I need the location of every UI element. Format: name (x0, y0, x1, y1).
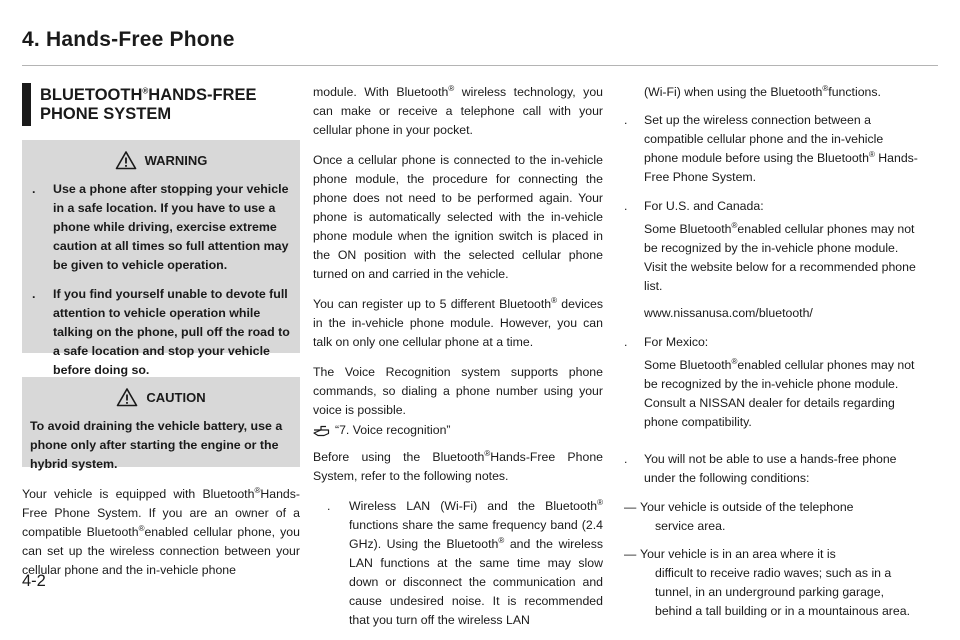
reference-hand-icon (313, 424, 331, 437)
warning-triangle-icon (116, 387, 138, 407)
warning-item: . Use a phone after stopping your vehicle in a safe location. If you have to use a phone while driving, exercise extreme caution at all times so full attention may be given to vehicle operation. (32, 182, 289, 272)
warning-box (22, 140, 300, 377)
condition-item: — Your vehicle is in an area where it is difficult to receive radio waves; such as in a tunnel, in an underground parking garage, behind a tall building or in a mountainous area. (624, 547, 910, 618)
continued-text: (Wi-Fi) when using the Bluetooth®functions. (644, 83, 881, 99)
warning-item: . If you find yourself unable to devote full attention to vehicle operation while talking on the phone, pull off the road to a safe location and stop your vehicle before doing so. (32, 287, 290, 377)
heading-line2: PHONE SYSTEM (40, 104, 172, 123)
note-bullet: . Wireless LAN (Wi-Fi) and the Bluetooth® functions share the same frequency band (2.4 GHz). Using the Bluetooth® and the wireless LAN functions at the same time may slow down or disconnect the communication and cause undesired noise. It is recommended that you turn off the wireless LAN (327, 497, 603, 627)
caution-box (22, 377, 300, 471)
header-divider (22, 65, 938, 66)
paragraph: Once a cellular phone is connected to the in-vehicle phone module, the procedure for connecting the phone does not need to be performed again. Your phone is automatically selected with the in-vehicle phone module when the ignition switch is placed in the ON position with the selected cellular phone turned on and carried in the vehicle. (313, 153, 603, 281)
section-heading: BLUETOOTH®HANDS-FREE PHONE SYSTEM (22, 83, 300, 126)
chapter-title: 4. Hands-Free Phone (22, 28, 235, 51)
caution-text: To avoid draining the vehicle battery, use a phone only after starting the engine or the hybrid system. (30, 419, 283, 471)
paragraph: You can register up to 5 different Bluetooth® devices in the in-vehicle phone module. However, you can talk on only one cellular phone at a time. (313, 295, 603, 349)
column-1 (22, 83, 300, 591)
column-3 (624, 83, 919, 630)
intro-paragraph: Your vehicle is equipped with Bluetooth®Hands-Free Phone System. If you are an owner of a compatible Bluetooth®enabled cellular phone, you can set up the wireless connection between your cellular phone and the in-vehicle phone (22, 485, 300, 577)
paragraph: module. With Bluetooth® wireless technology, you can make or receive a telephone call with your cellular phone in your pocket. (313, 83, 603, 137)
page-number: 4-2 (22, 572, 46, 590)
note-bullet: . Set up the wireless connection between a compatible cellular phone and the in-vehicle phone module before using the Bluetooth® Hands-Free Phone System. (624, 113, 918, 184)
cross-reference[interactable]: “7. Voice recognition” (313, 421, 603, 440)
paragraph: Before using the Bluetooth®Hands-Free Phone System, refer to the following notes. (313, 448, 603, 483)
heading-line1: BLUETOOTH (40, 85, 143, 104)
warning-triangle-icon (115, 150, 137, 170)
note-bullet: . You will not be able to use a hands-free phone under the following conditions: (624, 452, 897, 485)
caution-title: CAUTION (30, 387, 292, 407)
website-url[interactable]: www.nissanusa.com/bluetooth/ (644, 306, 813, 320)
column-2 (313, 83, 603, 640)
condition-item: — Your vehicle is outside of the telephone service area. (624, 500, 854, 533)
note-bullet: . For U.S. and Canada: Some Bluetooth®enabled cellular phones may not be recognized by the in-vehicle phone module. Visit the website below for a recommended phone list. www.nissanusa.com/bluetooth/ (624, 197, 919, 323)
paragraph: The Voice Recognition system supports phone commands, so dialing a phone number using your voice is possible. (313, 365, 603, 417)
warning-title: WARNING (30, 150, 292, 170)
note-bullet: . For Mexico: Some Bluetooth®enabled cellular phones may not be recognized by the in-vehicle phone module. Consult a NISSAN dealer for details regarding phone compatibility. (624, 335, 915, 429)
